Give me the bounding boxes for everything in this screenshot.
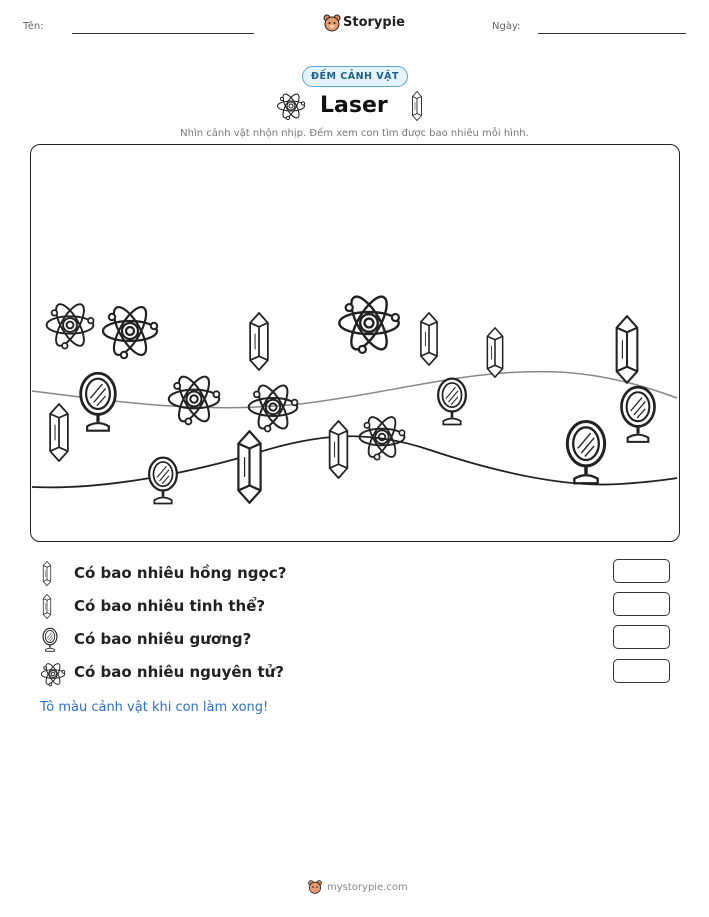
crystal-3 — [238, 431, 260, 503]
crystal-4 — [330, 421, 348, 478]
mirror-icon — [40, 627, 60, 653]
answer-box-2[interactable] — [613, 592, 670, 616]
crystal-2 — [250, 313, 268, 370]
mirror-1 — [81, 373, 116, 430]
bear-icon — [307, 879, 323, 895]
mirror-5 — [621, 387, 654, 442]
mirror-2 — [149, 458, 177, 504]
closing-note: Tô màu cảnh vật khi con làm xong! — [40, 700, 269, 715]
mirror-4 — [567, 422, 604, 484]
crystal-icon — [40, 594, 54, 619]
atom-icon — [40, 661, 66, 687]
question-3: Có bao nhiêu gương? — [74, 630, 252, 648]
page-title: Laser — [320, 93, 388, 118]
brand-name: Storypie — [343, 15, 405, 30]
crystal-5 — [421, 313, 437, 365]
crystal-7 — [617, 316, 638, 383]
atom-5 — [339, 292, 399, 354]
name-label: Tên: — [23, 21, 44, 32]
atom-3 — [169, 373, 220, 426]
atom-2 — [103, 303, 157, 360]
crystal-6 — [487, 328, 502, 377]
question-1: Có bao nhiêu hồng ngọc? — [74, 564, 287, 582]
ruby-icon — [40, 561, 54, 586]
date-label: Ngày: — [492, 21, 521, 32]
mirror-3 — [438, 379, 466, 425]
answer-box-4[interactable] — [613, 659, 670, 683]
question-4: Có bao nhiêu nguyên tử? — [74, 663, 284, 681]
footer-site: mystorypie.com — [327, 882, 408, 893]
answer-box-3[interactable] — [613, 625, 670, 649]
question-2: Có bao nhiêu tinh thể? — [74, 597, 266, 615]
hill-line-back — [32, 372, 677, 408]
instructions: Nhìn cảnh vật nhộn nhịp. Đếm xem con tìm được bao nhiêu mỗi hình. — [180, 128, 529, 139]
answer-box-1[interactable] — [613, 559, 670, 583]
worksheet-badge: ĐẾM CẢNH VẬT — [302, 66, 408, 87]
crystal-1 — [50, 404, 68, 461]
atom-1 — [47, 300, 94, 349]
